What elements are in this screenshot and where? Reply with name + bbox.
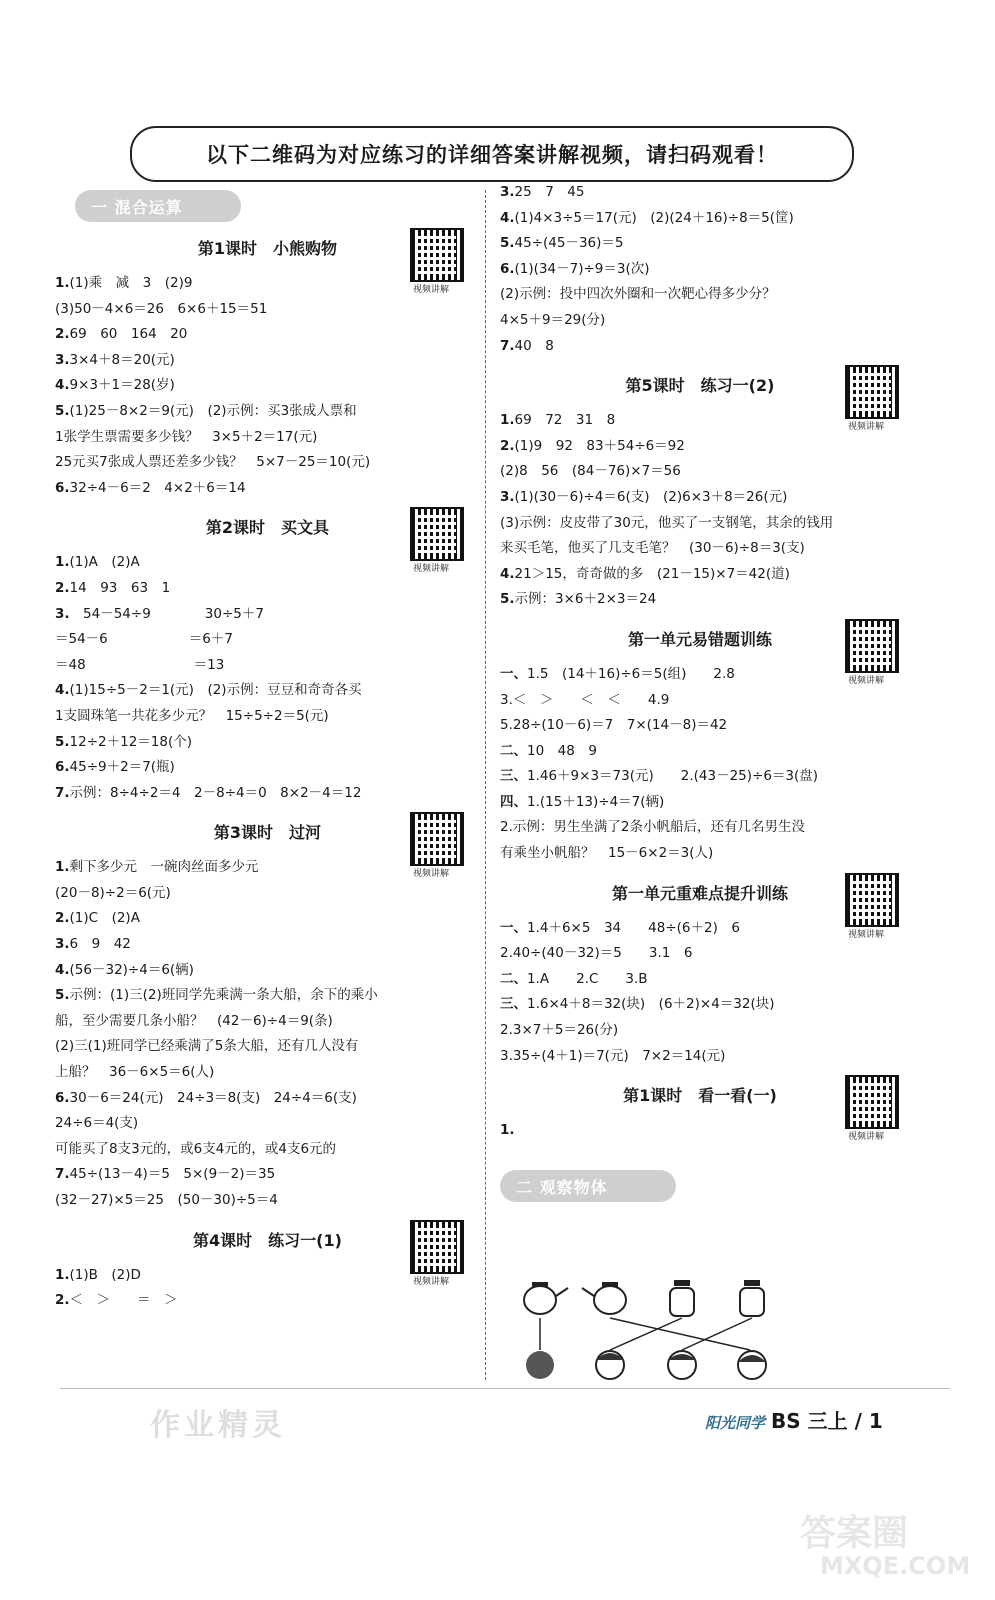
answer-text: 45÷(45－36)＝5 — [514, 235, 624, 252]
answer-text: 14 93 63 1 — [69, 579, 171, 596]
answer-line — [55, 602, 480, 628]
item-number: 1. — [55, 859, 70, 876]
unit-tag-2: 二 观察物体 — [500, 1170, 676, 1202]
item-number: 3. — [55, 605, 70, 622]
answer-text: 有乘坐小帆船？ 15－6×2＝3(人) — [500, 845, 714, 862]
answer-text: 示例：(1)三(2)班同学先乘满一条大船，余下的乘小 — [69, 987, 378, 1004]
answer-text: 1张学生票需要多少钱？ 3×5＋2＝17(元) — [55, 428, 318, 445]
answer-text: (1)(34－7)÷9＝3(次) — [514, 260, 650, 277]
observation-figure — [510, 1270, 810, 1390]
item-number: 1. — [500, 412, 515, 429]
answer-line — [55, 730, 480, 756]
answer-line — [55, 881, 480, 907]
answer-line — [500, 841, 900, 867]
answer-text: 2.3×7＋5＝26(分) — [500, 1022, 619, 1039]
answer-line — [500, 688, 900, 714]
answer-line — [55, 1288, 480, 1314]
lesson-heading: 第2课时 买文具 — [205, 518, 330, 538]
answer-text: 1.A 2.C 3.B — [527, 970, 648, 987]
item-number: 6. — [500, 260, 515, 277]
answer-line — [500, 334, 900, 360]
answer-text: 40 8 — [514, 337, 554, 354]
lesson-section — [500, 1083, 900, 1144]
qr-caption: 视频讲解 — [413, 564, 450, 575]
qr-caption: 视频讲解 — [848, 929, 885, 940]
answer-line — [55, 1188, 480, 1214]
item-number: 4. — [55, 682, 70, 699]
item-number: 5. — [500, 235, 515, 252]
qr-code-icon[interactable] — [410, 228, 464, 282]
answer-line — [55, 1162, 480, 1188]
answer-text: (1)乘 减 3 (2)9 — [69, 275, 193, 291]
banner: 以下二维码为对应练习的详细答案讲解视频，请扫码观看！ — [130, 126, 854, 182]
answer-text: 4×5＋9＝29(分) — [500, 311, 606, 328]
watermark-logo: 答案圈 — [800, 1513, 909, 1554]
answer-line — [500, 485, 900, 511]
qr-code-icon[interactable] — [410, 812, 464, 866]
answer-line — [500, 941, 900, 967]
qr-caption: 视频讲解 — [848, 675, 885, 686]
lesson-heading: 第一单元重难点提升训练 — [611, 883, 788, 903]
answer-line — [55, 476, 480, 502]
child-face-icon — [526, 1351, 554, 1379]
answer-line — [500, 511, 900, 537]
footer-left-logo: 作业精灵 — [150, 1408, 286, 1443]
item-number: 4. — [500, 209, 515, 226]
footer-page-label — [705, 1405, 883, 1434]
item-number: 5. — [55, 987, 70, 1004]
answer-text: 1.6×4＋8＝32(块) (6＋2)×4＝32(块) — [527, 996, 775, 1013]
answer-line — [500, 536, 900, 562]
answer-line — [55, 958, 480, 984]
answer-text: 69 60 164 20 — [69, 326, 188, 343]
lesson-heading: 第1课时 看一看(一) — [623, 1086, 777, 1106]
answer-text: 3.35÷(4＋1)＝7(元) 7×2＝14(元) — [500, 1047, 726, 1064]
item-number: 2. — [55, 326, 70, 343]
item-number: 二、 — [500, 742, 527, 759]
lesson-heading: 第5课时 练习一(2) — [625, 376, 775, 396]
answer-line — [500, 916, 900, 942]
answer-text: (56－32)÷4＝6(辆) — [69, 961, 194, 978]
answer-line — [55, 932, 480, 958]
qr-caption: 视频讲解 — [413, 869, 450, 880]
footer-rule — [60, 1388, 950, 1389]
answer-text: 12÷2＋12＝18(个) — [69, 733, 193, 750]
answer-line — [55, 653, 480, 679]
answer-line — [55, 399, 480, 425]
answer-text: 32÷4－6＝2 4×2＋6＝14 — [69, 479, 246, 496]
item-number: 四、 — [500, 793, 527, 810]
answer-line — [500, 282, 900, 308]
item-number: 4. — [55, 377, 70, 394]
brand-logo: 阳光同学 — [705, 1414, 766, 1432]
answer-text: (1)25－8×2＝9(元) (2)示例：买3张成人票和 — [69, 402, 357, 419]
answer-line — [500, 587, 900, 613]
answer-line — [55, 704, 480, 730]
qr-code-icon[interactable] — [845, 619, 899, 673]
answer-line — [500, 434, 900, 460]
item-number: 5. — [500, 591, 515, 608]
teapot-icon — [524, 1282, 568, 1314]
item-number: 1. — [55, 554, 70, 571]
answer-line — [55, 781, 480, 807]
answer-line — [500, 257, 900, 283]
answer-line — [55, 983, 480, 1009]
answer-text: 1.5 (14＋16)÷6＝5(组) 2.8 — [527, 665, 735, 682]
answer-text: 25元买7张成人票还差多少钱？ 5×7－25＝10(元) — [55, 454, 371, 471]
qr-code-icon[interactable] — [845, 365, 899, 419]
item-number: 二、 — [500, 970, 527, 987]
answer-line — [500, 1018, 900, 1044]
lesson-heading: 第一单元易错题训练 — [627, 629, 772, 649]
answer-line — [500, 1118, 900, 1144]
answer-line — [55, 373, 480, 399]
answer-line — [55, 1111, 480, 1137]
answer-line — [55, 576, 480, 602]
answer-text: 3×4＋8＝20(元) — [69, 351, 175, 368]
answer-line — [500, 180, 900, 206]
item-number: 2. — [55, 579, 70, 596]
answer-text: 45÷9＋2＝7(瓶) — [69, 759, 175, 776]
answer-line — [500, 308, 900, 334]
answer-line — [500, 562, 900, 588]
answer-text: ＝48 ＝13 — [55, 656, 225, 673]
lesson-heading: 第1课时 小熊购物 — [197, 239, 338, 258]
answer-text: 1支圆珠笔一共花多少元？ 15÷5÷2＝5(元) — [55, 707, 329, 724]
answer-text: 示例：8÷4÷2＝4 2－8÷4＝0 8×2－4＝12 — [69, 784, 362, 801]
answer-line — [500, 967, 900, 993]
answer-text: 45÷(13－4)＝5 5×(9－2)＝35 — [69, 1166, 276, 1183]
answer-text: (2)三(1)班同学已经乘满了5条大船，还有几人没有 — [55, 1038, 359, 1055]
answer-text: 3.＜ ＞ ＜ ＜ 4.9 — [500, 691, 670, 708]
qr-caption: 视频讲解 — [848, 1132, 885, 1143]
answer-line — [500, 662, 900, 688]
answer-line — [500, 815, 900, 841]
answer-text: (1)(30－6)÷4＝6(支) (2)6×3＋8＝26(元) — [514, 488, 788, 505]
item-number: 1. — [55, 275, 70, 291]
answer-line — [500, 459, 900, 485]
answer-line — [500, 739, 900, 765]
answer-text: (1)15÷5－2＝1(元) (2)示例：豆豆和奇奇各买 — [69, 682, 362, 699]
answer-text: (2)8 56 (84－76)×7＝56 — [500, 463, 681, 480]
answer-line — [55, 678, 480, 704]
answer-text: 可能买了8支3元的，或6支4元的，或4支6元的 — [55, 1140, 337, 1157]
answer-text: (3)示例：皮皮带了30元，他买了一支钢笔，其余的钱用 — [500, 514, 834, 531]
answer-line — [500, 408, 900, 434]
column-divider — [485, 190, 486, 1380]
answer-text: (1)B (2)D — [69, 1266, 141, 1283]
item-number: 3. — [55, 936, 70, 953]
answer-line — [55, 1086, 480, 1112]
item-number: 1. — [55, 1266, 70, 1283]
answer-text: ＜ ＞ ＝ ＞ — [69, 1292, 178, 1309]
answer-line — [500, 231, 900, 257]
item-number: 4. — [55, 961, 70, 978]
answer-text: 2.40÷(40－32)＝5 3.1 6 — [500, 945, 693, 962]
answer-line — [55, 348, 480, 374]
watermark-url: MXQE.COM — [820, 1552, 971, 1580]
answer-text: 1.4＋6×5 34 48÷(6＋2) 6 — [527, 919, 740, 936]
answer-line — [500, 206, 900, 232]
answer-text: (1)A (2)A — [69, 554, 140, 571]
lesson-section — [55, 236, 480, 501]
answer-line — [55, 906, 480, 932]
left-column — [55, 222, 480, 1314]
lesson-section — [55, 1228, 480, 1314]
child-face-icon — [738, 1351, 766, 1379]
lesson-section — [55, 515, 480, 806]
item-number: 三、 — [500, 768, 527, 785]
answer-line — [55, 322, 480, 348]
qr-code-icon[interactable] — [845, 1075, 899, 1129]
answer-line — [500, 1044, 900, 1070]
answer-text: (32－27)×5＝25 (50－30)÷5＝4 — [55, 1192, 278, 1208]
qr-caption: 视频讲解 — [848, 422, 885, 433]
item-number: 三、 — [500, 996, 527, 1013]
lesson-heading: 第4课时 练习一(1) — [193, 1230, 342, 1250]
answer-line — [55, 1137, 480, 1163]
answer-line — [55, 627, 480, 653]
lesson-section — [500, 881, 900, 1070]
qr-caption: 视频讲解 — [413, 1276, 450, 1287]
answer-text: (1)9 92 83＋54÷6＝92 — [514, 437, 685, 454]
answer-text: 1.(15＋13)÷4＝7(辆) — [527, 793, 665, 810]
item-number: 3. — [500, 488, 515, 505]
item-number: 一、 — [500, 665, 527, 682]
answer-line — [500, 992, 900, 1018]
answer-line — [55, 450, 480, 476]
lesson-heading: 第3课时 过河 — [213, 823, 322, 843]
answer-text: 25 7 45 — [514, 184, 585, 200]
answer-text: (1)4×3÷5＝17(元) (2)(24＋16)÷8＝5(筐) — [514, 209, 794, 226]
answer-line — [55, 1009, 480, 1035]
answer-text: ＝54－6 ＝6＋7 — [55, 631, 233, 648]
item-number: 6. — [55, 759, 70, 776]
answer-text: (20－8)÷2＝6(元) — [55, 884, 171, 901]
item-number: 2. — [55, 1292, 70, 1309]
answer-line — [55, 297, 480, 323]
page-number: BS 三上 / 1 — [771, 1409, 883, 1433]
child-face-icon — [596, 1351, 624, 1379]
item-number: 6. — [55, 479, 70, 496]
unit-tag-1: 一 混合运算 — [75, 190, 241, 222]
answer-line — [55, 1034, 480, 1060]
item-number: 一、 — [500, 919, 527, 936]
answer-text: 上船？ 36－6×5＝6(人) — [55, 1064, 215, 1081]
answer-text: 1.46＋9×3＝73(元) 2.(43－25)÷6＝3(盘) — [527, 768, 819, 785]
answer-text: 2.示例：男生坐满了2条小帆船后，还有几名男生没 — [500, 819, 805, 836]
answer-text: 10 48 9 — [527, 742, 597, 759]
item-number: 7. — [500, 337, 515, 354]
answer-line — [500, 713, 900, 739]
answer-text: 24÷6＝4(支) — [55, 1115, 139, 1132]
child-face-icon — [668, 1351, 696, 1379]
item-number: 5. — [55, 402, 70, 419]
answer-text: (1)C (2)A — [69, 910, 140, 927]
item-number: 2. — [500, 437, 515, 454]
item-number: 1. — [500, 1122, 515, 1139]
answer-text: 来买毛笔，他买了几支毛笔？ (30－6)÷8＝3(支) — [500, 540, 805, 557]
answer-line — [55, 1060, 480, 1086]
answer-text: 9×3＋1＝28(岁) — [69, 377, 175, 394]
answer-text: 示例：3×6＋2×3＝24 — [514, 591, 657, 608]
answer-text: 船，至少需要几条小船？ (42－6)÷4＝9(条) — [55, 1012, 333, 1029]
item-number: 2. — [55, 910, 70, 927]
answer-text: 6 9 42 — [69, 936, 131, 953]
qr-code-icon[interactable] — [410, 1220, 464, 1274]
item-number: 6. — [55, 1089, 70, 1106]
answer-line — [55, 755, 480, 781]
answer-line — [500, 790, 900, 816]
teapot-icon — [670, 1280, 694, 1316]
answer-text: 69 72 31 8 — [514, 412, 616, 429]
item-number: 5. — [55, 733, 70, 750]
teapot-icon — [740, 1280, 764, 1316]
item-number: 7. — [55, 784, 70, 801]
lesson-section — [500, 627, 900, 867]
answer-line — [55, 425, 480, 451]
answer-text: 21＞15，奇奇做的多 (21－15)×7＝42(道) — [514, 565, 790, 582]
qr-code-icon[interactable] — [845, 873, 899, 927]
teapot-icon — [582, 1282, 626, 1314]
item-number: 4. — [500, 565, 515, 582]
answer-text: 54－54÷9 30÷5＋7 — [69, 605, 264, 622]
answer-text: 剩下多少元 一碗肉丝面多少元 — [69, 859, 259, 876]
answer-line — [500, 764, 900, 790]
item-number: 3. — [55, 351, 70, 368]
right-column — [500, 180, 900, 1144]
answer-text: 30－6＝24(元) 24÷3＝8(支) 24÷4＝6(支) — [69, 1089, 357, 1106]
item-number: 7. — [55, 1166, 70, 1183]
lesson-section — [55, 820, 480, 1213]
qr-caption: 视频讲解 — [413, 285, 450, 295]
answer-text: 5.28÷(10－6)＝7 7×(14－8)＝42 — [500, 717, 728, 734]
item-number: 3. — [500, 184, 515, 200]
answer-text: (3)50－4×6＝26 6×6＋15＝51 — [55, 300, 268, 317]
answer-text: (2)示例：投中四次外圈和一次靶心得多少分？ — [500, 286, 776, 303]
qr-code-icon[interactable] — [410, 507, 464, 561]
lesson-section — [500, 373, 900, 613]
